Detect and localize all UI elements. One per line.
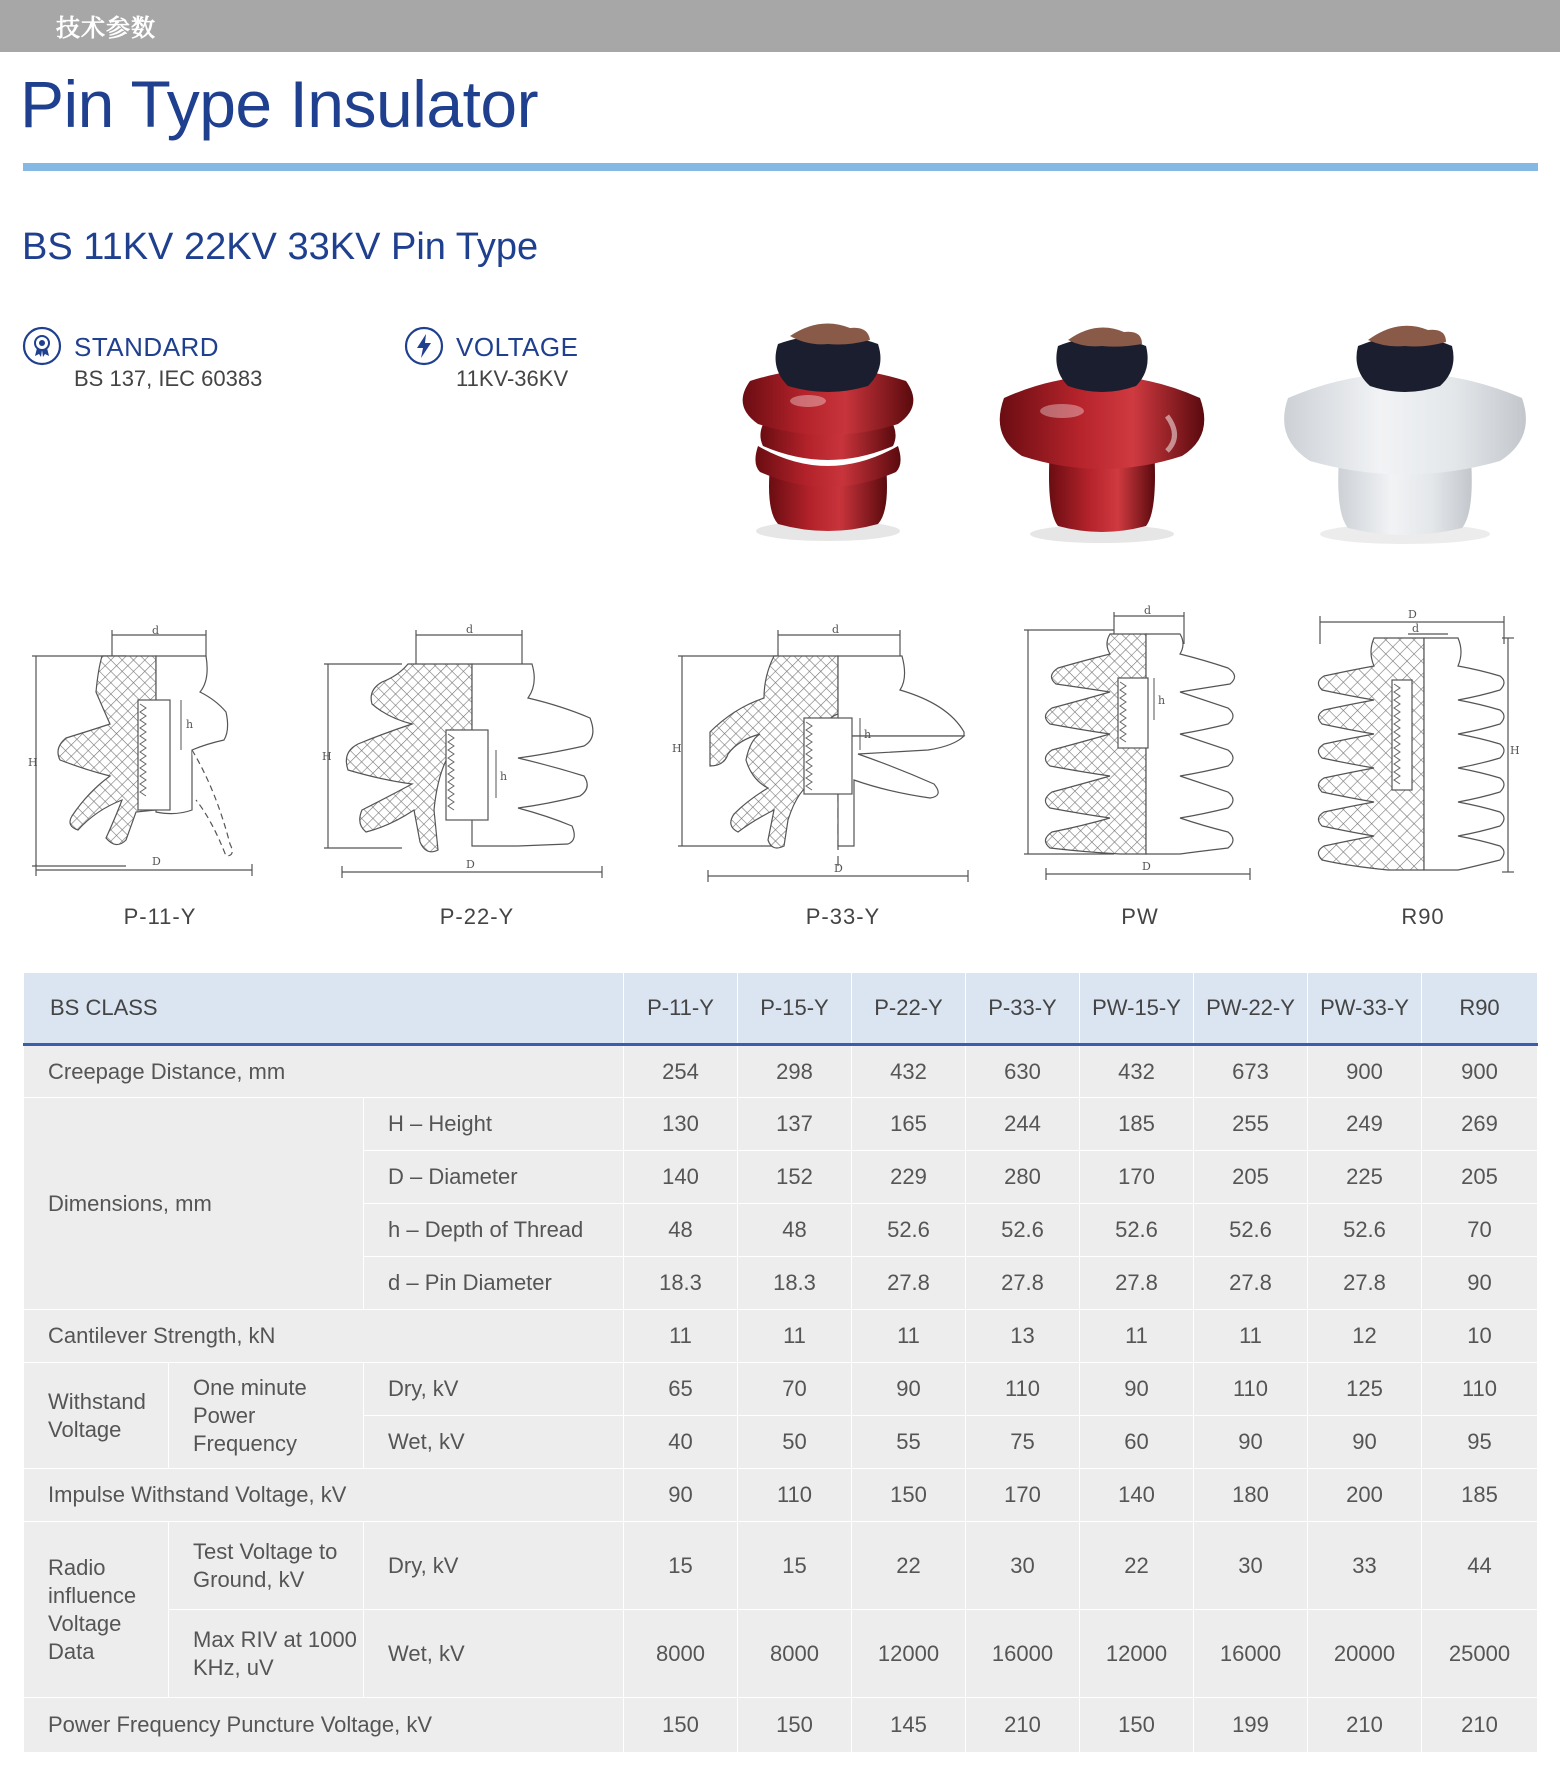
table-cell: 95 — [1422, 1416, 1538, 1469]
pin-diameter-mark: d — [466, 623, 474, 636]
diameter-mark: D — [1142, 860, 1151, 873]
height-mark: H — [1510, 744, 1520, 757]
table-cell: 150 — [624, 1698, 738, 1753]
table-cell: 55 — [852, 1416, 966, 1469]
table-cell: 27.8 — [1080, 1257, 1194, 1310]
column-header: P-22-Y — [852, 973, 966, 1045]
table-cell: 630 — [966, 1045, 1080, 1098]
row-group-label: Radio influence Voltage Data — [24, 1522, 169, 1698]
table-cell: 150 — [1080, 1698, 1194, 1753]
table-row-puncture — [24, 1698, 1538, 1753]
table-cell: 65 — [624, 1363, 738, 1416]
row-label: Dry, kV — [364, 1363, 624, 1416]
table-cell: 229 — [852, 1151, 966, 1204]
row-group-label: Dimensions, mm — [24, 1098, 364, 1310]
table-header-row — [24, 973, 1538, 1045]
table-cell: 125 — [1308, 1363, 1422, 1416]
table-cell: 48 — [738, 1204, 852, 1257]
row-label: D – Diameter — [364, 1151, 624, 1204]
table-cell: 280 — [966, 1151, 1080, 1204]
table-cell: 30 — [1194, 1522, 1308, 1610]
table-cell: 11 — [1080, 1310, 1194, 1363]
table-cell: 432 — [1080, 1045, 1194, 1098]
table-cell: 180 — [1194, 1469, 1308, 1522]
table-cell: 75 — [966, 1416, 1080, 1469]
table-cell: 16000 — [966, 1610, 1080, 1698]
pin-diameter-mark: d — [832, 623, 840, 636]
table-cell: 900 — [1422, 1045, 1538, 1098]
table-cell: 13 — [966, 1310, 1080, 1363]
table-cell: 244 — [966, 1098, 1080, 1151]
table-cell: 130 — [624, 1098, 738, 1151]
table-cell: 225 — [1308, 1151, 1422, 1204]
red-insulator-photo-2 — [992, 306, 1212, 546]
table-cell: 12000 — [852, 1610, 966, 1698]
row-label: Wet, kV — [364, 1610, 624, 1698]
table-cell: 10 — [1422, 1310, 1538, 1363]
drawing-r90 — [1308, 604, 1518, 884]
table-cell: 110 — [966, 1363, 1080, 1416]
column-header: R90 — [1422, 973, 1538, 1045]
table-cell: 170 — [1080, 1151, 1194, 1204]
table-cell: 90 — [1080, 1363, 1194, 1416]
table-cell: 152 — [738, 1151, 852, 1204]
diameter-mark: D — [834, 862, 843, 875]
table-cell: 27.8 — [966, 1257, 1080, 1310]
table-cell: 52.6 — [1194, 1204, 1308, 1257]
table-cell: 432 — [852, 1045, 966, 1098]
height-mark: H — [322, 750, 332, 763]
drawing-p-11-y — [26, 620, 262, 880]
table-cell: 18.3 — [624, 1257, 738, 1310]
white-insulator-photo — [1280, 306, 1530, 546]
table-cell: 50 — [738, 1416, 852, 1469]
table-cell: 15 — [738, 1522, 852, 1610]
drawing-label-p-11-y: P-11-Y — [123, 904, 197, 929]
table-cell: 110 — [1422, 1363, 1538, 1416]
row-label: Power Frequency Puncture Voltage, kV — [24, 1698, 624, 1753]
row-label: Impulse Withstand Voltage, kV — [24, 1469, 624, 1522]
table-cell: 137 — [738, 1098, 852, 1151]
table-cell: 165 — [852, 1098, 966, 1151]
table-cell: 90 — [624, 1469, 738, 1522]
thread-depth-mark: h — [186, 718, 194, 731]
diameter-mark: D — [152, 855, 161, 868]
table-cell: 16000 — [1194, 1610, 1308, 1698]
table-cell: 11 — [738, 1310, 852, 1363]
table-cell: 8000 — [624, 1610, 738, 1698]
page-subtitle: BS 11KV 22KV 33KV Pin Type — [22, 226, 539, 268]
table-cell: 18.3 — [738, 1257, 852, 1310]
row-subgroup-label: One minute Power Frequency — [169, 1363, 364, 1469]
diameter-mark: D — [1408, 608, 1417, 621]
table-cell: 27.8 — [852, 1257, 966, 1310]
table-cell: 15 — [624, 1522, 738, 1610]
table-cell: 150 — [738, 1698, 852, 1753]
table-row-height — [24, 1098, 1538, 1151]
standard-value: BS 137, IEC 60383 — [74, 366, 263, 391]
table-cell: 70 — [1422, 1204, 1538, 1257]
table-cell: 269 — [1422, 1098, 1538, 1151]
table-cell: 52.6 — [1080, 1204, 1194, 1257]
table-cell: 22 — [1080, 1522, 1194, 1610]
drawing-pw — [1024, 604, 1254, 884]
table-cell: 249 — [1308, 1098, 1422, 1151]
table-cell: 205 — [1194, 1151, 1308, 1204]
table-cell: 60 — [1080, 1416, 1194, 1469]
table-cell: 27.8 — [1194, 1257, 1308, 1310]
table-cell: 44 — [1422, 1522, 1538, 1610]
table-cell: 140 — [1080, 1469, 1194, 1522]
drawing-label-p-33-y: P-33-Y — [805, 904, 881, 929]
table-cell: 20000 — [1308, 1610, 1422, 1698]
table-cell: 30 — [966, 1522, 1080, 1610]
table-cell: 145 — [852, 1698, 966, 1753]
column-header: P-15-Y — [738, 973, 852, 1045]
top-banner — [0, 0, 1560, 52]
table-cell: 170 — [966, 1469, 1080, 1522]
table-cell: 90 — [1194, 1416, 1308, 1469]
table-cell: 110 — [738, 1469, 852, 1522]
page-title: Pin Type Insulator — [20, 67, 539, 141]
table-cell: 12 — [1308, 1310, 1422, 1363]
table-cell: 185 — [1080, 1098, 1194, 1151]
table-cell: 52.6 — [966, 1204, 1080, 1257]
table-cell: 199 — [1194, 1698, 1308, 1753]
height-mark: H — [28, 756, 38, 769]
pin-diameter-mark: d — [1412, 622, 1420, 635]
table-cell: 140 — [624, 1151, 738, 1204]
table-row-radio-test — [24, 1522, 1538, 1610]
row-subgroup-label: Test Voltage to Ground, kV — [169, 1522, 364, 1610]
row-label: Cantilever Strength, kN — [24, 1310, 624, 1363]
certificate-icon — [22, 326, 62, 366]
bs-class-header: BS CLASS — [24, 973, 624, 1045]
row-label: h – Depth of Thread — [364, 1204, 624, 1257]
table-row-cantilever — [24, 1310, 1538, 1363]
table-cell: 48 — [624, 1204, 738, 1257]
specifications-table — [23, 972, 1538, 1753]
table-cell: 673 — [1194, 1045, 1308, 1098]
table-cell: 150 — [852, 1469, 966, 1522]
drawing-label-pw: PW — [1121, 904, 1159, 929]
title-divider — [23, 163, 1538, 171]
table-row-radio-max — [24, 1610, 1538, 1698]
column-header: P-33-Y — [966, 973, 1080, 1045]
height-mark: H — [672, 742, 682, 755]
standard-label: STANDARD — [74, 332, 220, 362]
table-cell: 52.6 — [1308, 1204, 1422, 1257]
table-cell: 33 — [1308, 1522, 1422, 1610]
table-cell: 12000 — [1080, 1610, 1194, 1698]
row-label: H – Height — [364, 1098, 624, 1151]
table-cell: 210 — [1308, 1698, 1422, 1753]
table-cell: 110 — [1194, 1363, 1308, 1416]
row-label: Dry, kV — [364, 1522, 624, 1610]
lightning-icon — [404, 326, 444, 366]
table-cell: 22 — [852, 1522, 966, 1610]
pin-diameter-mark: d — [152, 624, 160, 637]
table-cell: 900 — [1308, 1045, 1422, 1098]
table-cell: 90 — [1422, 1257, 1538, 1310]
table-cell: 8000 — [738, 1610, 852, 1698]
table-cell: 255 — [1194, 1098, 1308, 1151]
table-cell: 254 — [624, 1045, 738, 1098]
table-cell: 210 — [966, 1698, 1080, 1753]
table-cell: 200 — [1308, 1469, 1422, 1522]
voltage-label: VOLTAGE — [456, 332, 579, 362]
table-row-withstand-dry — [24, 1363, 1538, 1416]
table-cell: 205 — [1422, 1151, 1538, 1204]
column-header: PW-15-Y — [1080, 973, 1194, 1045]
drawing-label-p-22-y: P-22-Y — [439, 904, 515, 929]
table-row-creepage — [24, 1045, 1538, 1098]
pin-diameter-mark: d — [1144, 604, 1152, 617]
table-cell: 11 — [624, 1310, 738, 1363]
table-cell: 210 — [1422, 1698, 1538, 1753]
drawing-p-33-y — [668, 620, 978, 890]
table-cell: 298 — [738, 1045, 852, 1098]
table-row-impulse — [24, 1469, 1538, 1522]
table-cell: 70 — [738, 1363, 852, 1416]
red-insulator-photo-1 — [728, 306, 928, 546]
table-cell: 11 — [852, 1310, 966, 1363]
table-cell: 185 — [1422, 1469, 1538, 1522]
row-label: Creepage Distance, mm — [24, 1045, 624, 1098]
banner-text: 技术参数 — [56, 14, 156, 42]
table-cell: 40 — [624, 1416, 738, 1469]
row-group-label: Withstand Voltage — [24, 1363, 169, 1469]
column-header: P-11-Y — [624, 973, 738, 1045]
table-cell: 90 — [1308, 1416, 1422, 1469]
row-label: Wet, kV — [364, 1416, 624, 1469]
thread-depth-mark: h — [500, 770, 508, 783]
voltage-value: 11KV-36KV — [456, 366, 569, 391]
drawing-label-r90: R90 — [1401, 904, 1445, 929]
table-cell: 11 — [1194, 1310, 1308, 1363]
table-cell: 52.6 — [852, 1204, 966, 1257]
table-cell: 90 — [852, 1363, 966, 1416]
diameter-mark: D — [466, 858, 475, 871]
thread-depth-mark: h — [864, 728, 872, 741]
row-label: d – Pin Diameter — [364, 1257, 624, 1310]
drawing-p-22-y — [322, 620, 612, 880]
row-subgroup-label: Max RIV at 1000 KHz, uV — [169, 1610, 364, 1698]
thread-depth-mark: h — [1158, 694, 1166, 707]
column-header: PW-33-Y — [1308, 973, 1422, 1045]
table-cell: 27.8 — [1308, 1257, 1422, 1310]
column-header: PW-22-Y — [1194, 973, 1308, 1045]
table-cell: 25000 — [1422, 1610, 1538, 1698]
